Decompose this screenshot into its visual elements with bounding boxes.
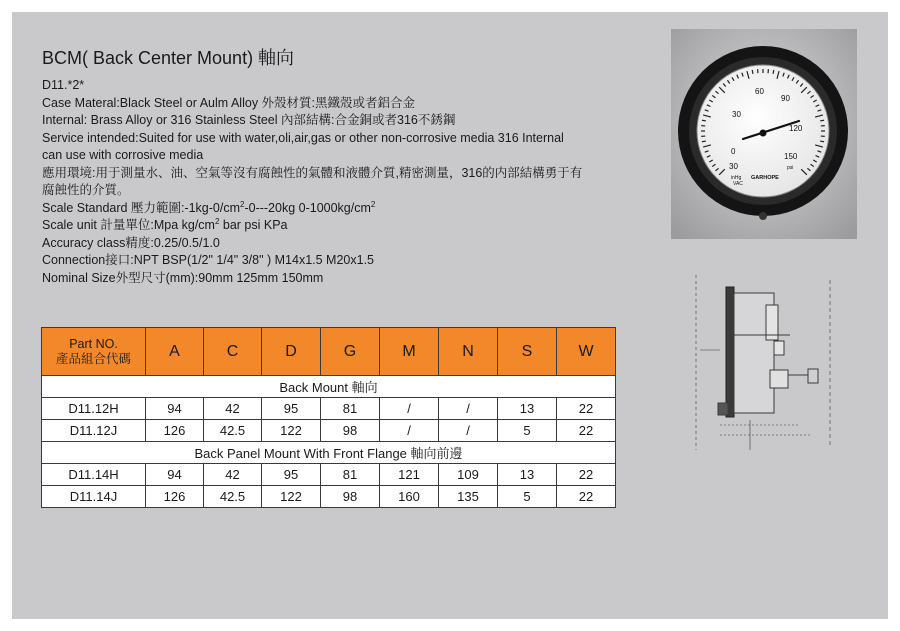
table-cell: 160 [380, 486, 439, 508]
table-row [42, 464, 616, 486]
table-cell: 109 [439, 464, 498, 486]
part-no-header-en: Part NO. [69, 336, 118, 351]
scale-standard [42, 200, 642, 218]
group-row [42, 442, 616, 464]
part-no-header-cn: 產品組合代碼 [55, 351, 131, 366]
table-row [42, 398, 616, 420]
table-cell: 22 [557, 398, 616, 420]
column-header: M [380, 328, 439, 376]
group-row [42, 376, 616, 398]
table-cell: 95 [262, 398, 321, 420]
gauge-scale-label: 60 [755, 87, 764, 96]
part-no-header [42, 328, 146, 376]
service-cn: 應用環境:用于測量水、油、空氣等沒有腐蝕性的氣體和液體介質,精密測量，316的内部結構勇于有 [42, 165, 583, 180]
table-cell: 121 [380, 464, 439, 486]
gauge-tick [702, 120, 706, 121]
table-cell: 42 [204, 398, 262, 420]
table-cell: 94 [146, 398, 204, 420]
column-header: W [557, 328, 616, 376]
gauge-tick [752, 70, 753, 74]
table-cell: / [439, 398, 498, 420]
gauge-scale-label: 30 [732, 110, 741, 119]
service-intended: Service intended:Suited for use with water,oli,air,gas or other non-corrosive media 316 Internal [42, 130, 564, 145]
scale-standard-text: Scale Standard 壓力範圍:-1kg-0/cm [42, 200, 240, 215]
column-header: G [321, 328, 380, 376]
scale-unit [42, 217, 642, 235]
spec-list [42, 77, 642, 287]
group-label: Back Panel Mount With Front Flange 軸向前邊 [42, 442, 616, 464]
accuracy-class: Accuracy class精度:0.25/0.5/1.0 [42, 235, 220, 250]
connection: Connection接口:NPT BSP(1/2" 1/4" 3/8" ) M14x1.5 M20x1.5 [42, 253, 374, 267]
model-code: D11.*2* [42, 78, 85, 92]
table-cell: 22 [557, 464, 616, 486]
table-cell: 122 [262, 486, 321, 508]
gauge-unit-label: psi [787, 165, 794, 171]
table-cell: / [380, 398, 439, 420]
table-cell: / [439, 420, 498, 442]
nominal-size: Nominal Size外型尺寸(mm):90mm 125mm 150mm [42, 270, 324, 285]
table-cell: 22 [557, 420, 616, 442]
table-cell: 5 [498, 420, 557, 442]
dimension-drawing [690, 275, 840, 455]
table-row [42, 486, 616, 508]
spec-table [41, 327, 616, 508]
gauge-tick [820, 141, 824, 142]
gauge-unit-label: VAC [733, 181, 743, 187]
gauge-unit-label: inHg [731, 175, 742, 181]
table-cell: 122 [262, 420, 321, 442]
column-header: A [146, 328, 204, 376]
service-intended-cont: can use with corrosive media [42, 148, 204, 162]
table-cell: 5 [498, 486, 557, 508]
table-header-row [42, 328, 616, 376]
table-cell: 42.5 [204, 420, 262, 442]
part-cell: D11.14J [42, 486, 146, 508]
page-title: BCM( Back Center Mount) 軸向 [42, 48, 295, 68]
table-cell: 126 [146, 420, 204, 442]
scale-unit-text: Scale unit 計量單位:Mpa kg/cm [42, 218, 215, 232]
gauge-scale-label: 90 [781, 94, 790, 103]
gauge-scale-label: 120 [789, 124, 803, 133]
table-cell: 135 [439, 486, 498, 508]
table-cell: 98 [321, 486, 380, 508]
table-cell: / [380, 420, 439, 442]
superscript-3: 2 [214, 216, 220, 226]
gauge-scale-label: 0 [731, 147, 736, 156]
table-cell: 13 [498, 464, 557, 486]
gauge-tick [773, 70, 774, 74]
group-label: Back Mount 軸向 [42, 376, 616, 398]
part-cell: D11.12J [42, 420, 146, 442]
table-cell: 126 [146, 486, 204, 508]
column-header: C [204, 328, 262, 376]
gauge-tick [820, 120, 824, 121]
table-cell: 94 [146, 464, 204, 486]
table-row [42, 420, 616, 442]
scale-unit-text-2: bar psi KPa [219, 218, 288, 232]
table-cell: 13 [498, 398, 557, 420]
internal-material: Internal: Brass Alloy or 316 Stainless Steel 內部結構:合金銅或者316不銹鋼 [42, 113, 456, 127]
table-cell: 22 [557, 486, 616, 508]
table-cell: 42.5 [204, 486, 262, 508]
table-cell: 81 [321, 464, 380, 486]
part-cell: D11.12H [42, 398, 146, 420]
table-cell: 81 [321, 398, 380, 420]
superscript-2: 2 [370, 199, 376, 209]
column-header: N [439, 328, 498, 376]
gauge-photo [671, 29, 857, 239]
gauge-brand: GARHOPE [751, 175, 779, 181]
scale-standard-text-2: -0---20kg 0-1000kg/cm [244, 200, 371, 215]
gauge-scale-label: 30 [729, 162, 738, 171]
column-header: S [498, 328, 557, 376]
gauge-tick [702, 141, 706, 142]
gauge-scale-label: 150 [784, 152, 798, 161]
service-cn-cont: 腐蝕性的介質。 [42, 183, 130, 197]
superscript: 2 [240, 199, 245, 209]
table-cell: 98 [321, 420, 380, 442]
table-cell: 42 [204, 464, 262, 486]
case-material: Case Materal:Black Steel or Aulm Alloy 外殼材質:黑鐵殼或者鋁合金 [42, 95, 416, 110]
part-cell: D11.14H [42, 464, 146, 486]
table-cell: 95 [262, 464, 321, 486]
column-header: D [262, 328, 321, 376]
